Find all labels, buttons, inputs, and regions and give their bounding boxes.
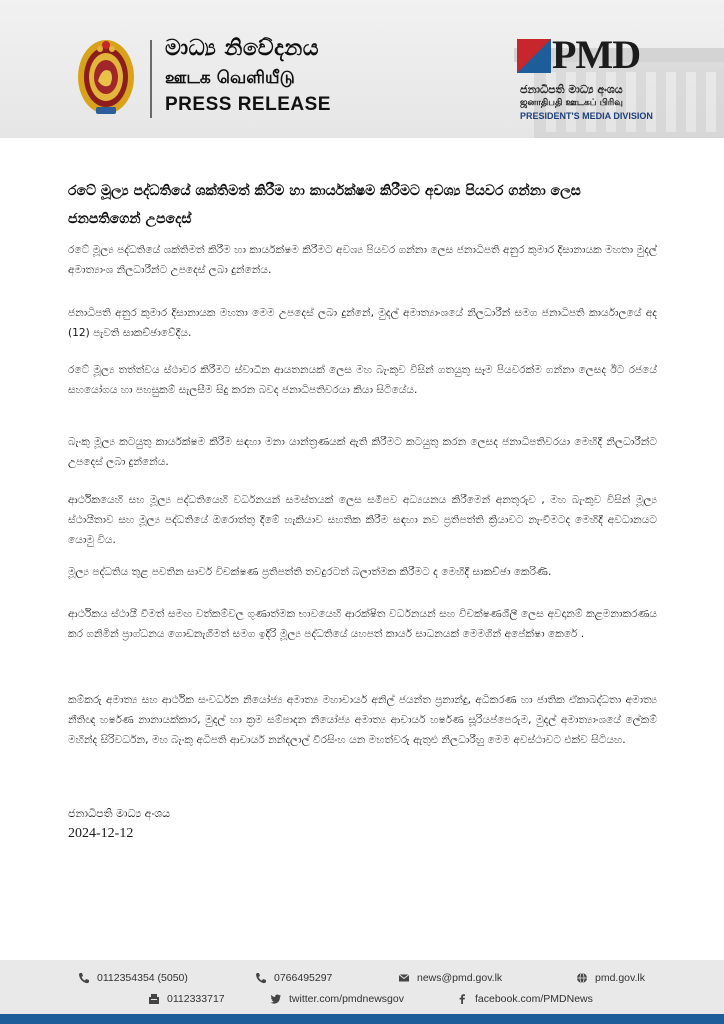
footer-mobile-text: 0766495297 bbox=[274, 972, 333, 984]
phone-icon bbox=[78, 972, 90, 984]
letterhead bbox=[0, 0, 724, 138]
facebook-icon bbox=[456, 993, 468, 1005]
paragraph-1: රටේ මූල්‍ය පද්ධතියේ ශක්තිමත් කිරීම හා කාර්යක්ෂම කිරීමට අවශ්‍ය පියවර ගන්නා ලෙස ජනාධිපති අනුර කුමාර දිසානායක මහතා මුදල් අමාත්‍යාංශ නිලධාරීන්ට උපදෙස් ලබා දුන්නේය. bbox=[68, 244, 657, 276]
title-english: PRESS RELEASE bbox=[165, 94, 331, 115]
paragraph-6: මූල්‍ය පද්ධතිය තුළ පවතින සාර්ව විචක්ෂණ ප්‍රතිපත්ති තවදුරටත් බලාත්මක කිරීමට ද මෙහිදී සාකච්ඡා කෙරිණි. bbox=[68, 566, 552, 578]
globe-icon bbox=[576, 972, 588, 984]
mobile-icon bbox=[255, 972, 267, 984]
paragraph-7: ආර්ථිකය ස්ථායී වීමත් සමඟ වත්කම්වල ගුණාත්මක භාවයෙහි ආරක්ෂිත වර්ධනයන් සහ විචක්ෂණශීලී ලෙස අවදානම් කළමනාකරණය කර ගනිමින් ප්‍රාග්ධනය ගොඩනැගීමත් සමග ඉදිරි මූල්‍ය පද්ධතියේ යහපත් කාර්ය සාධනයක් මෙමගින් අපේක්ෂා කෙරේ . bbox=[68, 608, 657, 640]
pmd-division-sinhala: ජනාධිපති මාධ්‍ය අංශය bbox=[520, 83, 623, 96]
footer-fax[interactable] bbox=[148, 993, 225, 1005]
twitter-icon bbox=[270, 993, 282, 1005]
paragraph-4: බැංකු මූල්‍ය කටයුතු කාර්යක්ෂම කිරීම සඳහා මනා යාන්ත්‍රණයක් ඇති කිරීමට කටයුතු කරන ලෙසද ජනාධිපතිවරයා මෙහිදී නිලධාරීන්ට උපදෙස් ලබා දුන්නේය. bbox=[68, 436, 657, 468]
paragraph-8: කම්කරු අමාත්‍ය සහ ආර්ථික සංවර්ධන නියෝජ්‍ය අමාත්‍ය මහාචාර්ය අනිල් ජයන්ත ප්‍රනාන්දු, අධිකරණ හා ජාතික ඒකාබද්ධතා අමාත්‍ය නීතිඥ හර්ෂණ නානායක්කාර, මුදල් හා ක්‍රම සම්පාදන නියෝජ්‍ය අමාත්‍ය ආචාර්ය හර්ෂණ සූරියප්පෙරුම, මුදල් අමාත්‍යාංශයේ ලේකම් මහින්ද සිරිවර්ධන, මහ බැංකු අධිපති ආචාර්ය නන්දලාල් වීරසිංහ යන මහත්වරු ඇතුළු නිලධාරීහු මෙම අවස්ථාවට එක්ව සිටියහ. bbox=[68, 694, 657, 746]
pmd-division-tamil: ஜனாதிபதி ஊடகப் பிரிவு bbox=[520, 98, 623, 108]
footer-accent-bar bbox=[0, 1014, 724, 1024]
mail-icon bbox=[398, 972, 410, 984]
title-sinhala: මාධ්‍ය නිවේදනය bbox=[165, 36, 320, 61]
footer-fax-text: 0112333717 bbox=[167, 993, 225, 1005]
pmd-logo-text: PMD bbox=[552, 32, 641, 77]
footer-website-text: pmd.gov.lk bbox=[595, 972, 645, 984]
paragraph-2: ජනාධිපති අනුර කුමාර දිසානායක මහතා මෙම උපදෙස් ලබා දුන්නේ, මුදල් අමාත්‍යාංශයේ නිලධාරීන් සමග ජනාධිපති කාර්යාලයේ අද (12) පැවති සාකච්ඡාවේදීය. bbox=[68, 307, 657, 339]
footer-facebook-text: facebook.com/PMDNews bbox=[475, 993, 593, 1005]
footer-email[interactable] bbox=[398, 972, 502, 984]
sri-lanka-emblem-icon bbox=[76, 37, 136, 117]
fax-icon bbox=[148, 993, 160, 1005]
footer-mobile[interactable] bbox=[255, 972, 332, 984]
contact-footer bbox=[0, 960, 724, 1014]
paragraph-5: ආර්ථිකයෙහි සහ මූල්‍ය පද්ධතියෙහි වර්ධනයන් සමස්තයක් ලෙස සමීපව අධ්‍යයනය කිරීමෙන් අනතුරුව , මහ බැංකුව විසින් මූල්‍ය ස්ථායීතාව සහ මූල්‍ය පද්ධතියේ ඔරොත්තු දීමේ හැකියාව සහතික කිරීම සඳහා නව ප්‍රතිපත්ති ක්‍රියාවට නැංවීමටද මෙහිදී අවධානයට යොමු විය. bbox=[68, 494, 657, 546]
pmd-division-english: PRESIDENT'S MEDIA DIVISION bbox=[520, 111, 653, 121]
footer-website[interactable] bbox=[576, 972, 645, 984]
header-divider bbox=[150, 40, 152, 118]
paragraph-3: රටේ මූල්‍ය තත්ත්වය ස්ථාවර කිරීමට ස්වාධීන ආයතනයක් ලෙස මහ බැංකුව විසින් ගතයුතු සෑම පියවරක්ම ගන්නා ලෙසද ඊට රජයේ සහයෝගය හා පහසුකම් සැලසීම සිදු කරන බවද ජනාධිපතිවරයා කියා සිටියේය. bbox=[68, 364, 657, 396]
signature-date: 2024-12-12 bbox=[68, 826, 134, 841]
signature-division: ජනාධිපති මාධ්‍ය අංශය bbox=[68, 807, 171, 820]
pmd-logo-icon bbox=[517, 39, 551, 73]
footer-phone[interactable] bbox=[78, 972, 188, 984]
title-tamil: ஊடக வெளியீடு bbox=[165, 68, 295, 88]
footer-email-text: news@pmd.gov.lk bbox=[417, 972, 503, 984]
footer-phone-text: 0112354354 (5050) bbox=[97, 972, 188, 984]
footer-twitter[interactable] bbox=[270, 993, 404, 1005]
press-release-headline: රටේ මූල්‍ය පද්ධතියේ ශක්තිමත් කිරීම හා කාර්යක්ෂම කිරීමට අවශ්‍ය පියවර ගන්නා ලෙස ජනපතිගෙන් උපදෙස් bbox=[68, 183, 581, 227]
footer-facebook[interactable] bbox=[456, 993, 593, 1005]
footer-twitter-text: twitter.com/pmdnewsgov bbox=[289, 993, 404, 1005]
